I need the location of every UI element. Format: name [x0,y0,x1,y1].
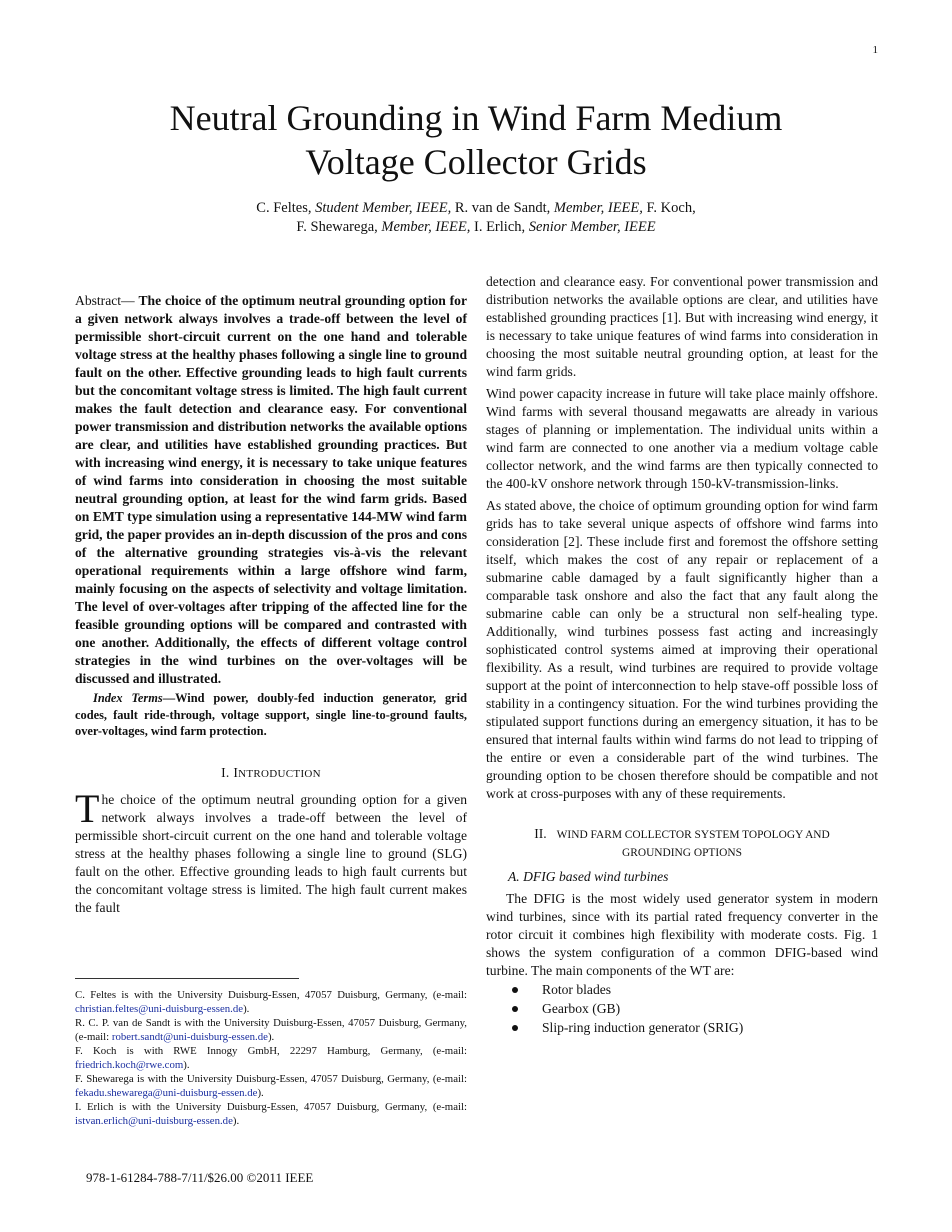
author-line-2 [0,218,952,237]
right-paragraph-1: detection and clearance easy. For conventional power transmission and distribution networks the available options are clear, and utilities have established grounding practices [1]. But with increasing wind energy, it is necessary to take unique features of wind farms into consideration in choosing the most suitable neutral grounding option, at least for the wind farm grids. [486,274,878,379]
author-2-role: Member, IEEE, [553,200,643,216]
right-paragraph-2: Wind power capacity increase in future will take place mainly offshore. Wind farms with several thousand megawatts are already in various stages of planning or implementation. The individual units within a wind farm are connected to one another via a medium voltage cable collector network, and the wind farms are then typically connected to the 400-kV onshore network through 150-kV-transmission-links. [486,386,878,491]
section-2-number: II. [534,826,547,841]
abstract [75,292,467,688]
dfig-paragraph: The DFIG is the most widely used generator system in modern wind turbines, since with its partial rated frequency converter in the rotor circuit it combines high flexibility with moderate costs. Fig. 1 shows the system configuration of a common DFIG-based wind turbine. The main components of the WT are: [486,891,878,978]
author-3-name: F. Koch, [646,200,696,216]
list-item: Rotor blades [486,980,878,999]
section-2-title-line-1: WIND FARM COLLECTOR SYSTEM TOPOLOGY AND [556,829,830,841]
abstract-label: Abstract— [75,293,139,308]
page-number: 1 [872,44,878,56]
abstract-text: The choice of the optimum neutral grounding option for a given network always involves a trade-off between the level of permissible short-circuit current on the one hand and tolerable voltage stress at the healthy phases following a single line to ground fault on the other. Effective grounding leads to high fault currents but the concomitant voltage stress is limited. The high fault current makes the fault detection and clearance easy. For conventional power transmission and distribution networks the available options are clear, and utilities have established grounding practices. But with increasing wind energy, it is necessary to take unique features of wind farms into consideration in choosing the most suitable neutral grounding option, at least for the wind farm grids. Based on EMT type simulation using a representative 144-MW wind farm grid, the paper provides an in-depth discussion of the pros and cons of the alternative grounding strategies vis-à-vis the relevant operational requirements within a large offshore wind farm, mainly focusing on the aspects of selectivity and voltage limitation. The level of over-voltages after tripping of the affected line for the feasible grounding options will be compared and contrasted with one another. Additionally, the effects of different voltage control strategies in the wind turbines on the over-voltages will be discussed and illustrated. [75,293,468,686]
footnote [75,1044,467,1072]
footnote-text: C. Feltes is with the University Duisburg-Essen, 47057 Duisburg, Germany, (e-mail: [75,989,467,1001]
component-list [486,980,878,1037]
intro-paragraph [75,785,467,917]
copyright-line: 978-1-61284-788-7/11/$26.00 ©2011 IEEE [86,1170,314,1185]
drop-cap: T [75,785,100,831]
left-column [75,292,467,917]
list-item: Slip-ring induction generator (SRIG) [486,1018,878,1037]
footnote-tail: ). [183,1059,190,1071]
author-4-name: F. Shewarega, [296,219,378,235]
section-heading-introduction [75,764,467,783]
author-5-name: I. Erlich, [474,219,526,235]
author-2-name: R. van de Sandt, [454,200,551,216]
section-heading-topology [486,825,878,862]
email-link[interactable]: friedrich.koch@rwe.com [75,1059,184,1071]
email-link[interactable]: robert.sandt@uni-duisburg-essen.de [111,1031,268,1043]
author-list [0,199,952,237]
footnote [75,1016,467,1044]
email-link[interactable]: istvan.erlich@uni-duisburg-essen.de [75,1115,233,1127]
footnote-tail: ). [232,1115,240,1127]
footnote [75,1072,467,1100]
right-paragraph-3: As stated above, the choice of optimum grounding option for wind farm grids has to take several unique aspects of offshore wind farms into consideration [2]. These include first and foremost the offshore setting itself, which makes the cost of any repair or replacement of a submarine cable damaged by a fault significantly higher than a comparable task onshore and also the fact that any fault along the submarine cable can only be a structural non self-healing type. Additionally, wind turbines possess fast acting and increasingly sophisticated control systems aimed at improving their operational flexibility. As a result, wind turbines are required to provide voltage support at the point of interconnection to help stave-off possible loss of stability in a contingency situation. For the wind turbines providing the stipulated support functions during an emergency situation, it has to be ensured that internal faults within wind farms do not lead to tripping of the entire or even a considerable part of the wind turbines. The grounding option to be chosen therefore should be compatible and not work at cross-purposes with any of these requirements. [486,498,878,801]
index-terms [75,690,467,740]
section-1-title-first: I [233,764,239,780]
author-line-1 [0,199,952,218]
title-line-2: Voltage Collector Grids [305,142,647,182]
right-column [486,273,878,1037]
section-1-number: I. [221,764,230,780]
email-link[interactable]: christian.feltes@uni-duisburg-essen.de [75,1003,244,1015]
index-terms-text: —Wind power, doubly-fed induction generator, grid codes, fault ride-through, voltage support, single line-to-ground faults, over-voltages, wind farm protection. [75,691,467,738]
footnote-tail: ). [243,1003,250,1015]
author-1-name: C. Feltes, [256,200,312,216]
footnote [75,1100,467,1128]
footnote-text: R. C. P. van de Sandt is with the University Duisburg-Essen, 47057 Duisburg, Germany, (e-mail: [75,1017,467,1043]
footnote [75,988,467,1016]
section-1-title-rest: NTRODUCTION [238,767,321,780]
list-item: Gearbox (GB) [486,999,878,1018]
author-footnotes [75,988,467,1128]
author-5-role: Senior Member, IEEE [528,219,656,235]
footnote-tail: ). [257,1087,264,1099]
footnote-text: F. Shewarega is with the University Duisburg-Essen, 47057 Duisburg, Germany, (e-mail: [75,1073,467,1085]
footnote-text: F. Koch is with RWE Innogy GmbH, 22297 Hamburg, Germany, (e-mail: [75,1045,467,1057]
footnote-rule [75,978,299,979]
author-4-role: Member, IEEE, [381,219,471,235]
intro-text: he choice of the optimum neutral grounding option for a given network always involves a trade-off between the level of permissible short-circuit current on the one hand and tolerable voltage stress at the healthy phases following a single line to ground (SLG) fault on the other. Effective grounding leads to high fault currents but the concomitant voltage stress is limited. The high fault current makes the fault [75,791,467,915]
footnote-tail: ). [267,1031,275,1043]
section-2-title-line-2: GROUNDING OPTIONS [622,847,742,859]
email-link[interactable]: fekadu.shewarega@uni-duisburg-essen.de [75,1087,258,1099]
author-1-role: Student Member, IEEE, [315,200,452,216]
subsection-heading-dfig: A. DFIG based wind turbines [508,869,669,884]
title-line-1: Neutral Grounding in Wind Farm Medium [169,98,783,138]
index-terms-label: Index Terms [93,691,163,705]
paper-title [0,96,952,184]
footnote-text: I. Erlich is with the University Duisburg-Essen, 47057 Duisburg, Germany, (e-mail: [75,1101,467,1113]
